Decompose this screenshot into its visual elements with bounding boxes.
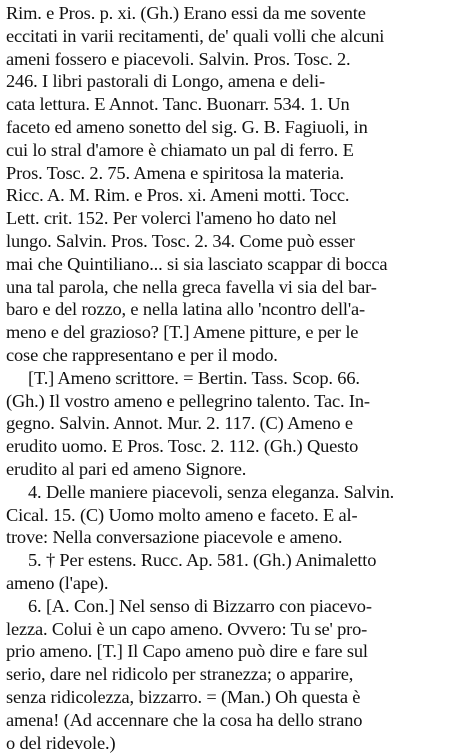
text-line-33: o del ridevole.) bbox=[6, 732, 464, 754]
text-line-11: lungo. Salvin. Pros. Tosc. 2. 34. Come può esser bbox=[6, 230, 464, 253]
text-line-13: una tal parola, che nella greca favella vi sia del bar- bbox=[6, 276, 464, 299]
text-line-31: senza ridicolezza, bizzarro. = (Man.) Oh questa è bbox=[6, 686, 464, 709]
text-line-17: [T.] Ameno scrittore. = Bertin. Tass. Scop. 66. bbox=[6, 367, 464, 390]
text-line-12: mai che Quintiliano... si sia lasciato scappar di bocca bbox=[6, 253, 464, 276]
text-line-1: Rim. e Pros. p. xi. (Gh.) Erano essi da me sovente bbox=[6, 2, 464, 25]
text-line-15: meno e del grazioso? [T.] Amene pitture, e per le bbox=[6, 321, 464, 344]
text-line-22: 4. Delle maniere piacevoli, senza eleganza. Salvin. bbox=[6, 481, 464, 504]
text-line-19: gegno. Salvin. Annot. Mur. 2. 117. (C) Ameno e bbox=[6, 412, 464, 435]
text-line-29: prio ameno. [T.] Il Capo ameno può dire e fare sul bbox=[6, 640, 464, 663]
text-line-5: cata lettura. E Annot. Tanc. Buonarr. 534. 1. Un bbox=[6, 93, 464, 116]
text-line-26: ameno (l'ape). bbox=[6, 572, 464, 595]
text-line-7: cui lo stral d'amore è chiamato un pal di ferro. E bbox=[6, 139, 464, 162]
text-line-21: erudito al pari ed ameno Signore. bbox=[6, 458, 464, 481]
text-line-27: 6. [A. Con.] Nel senso di Bizzarro con piacevo- bbox=[6, 595, 464, 618]
text-line-24: trove: Nella conversazione piacevole e ameno. bbox=[6, 526, 464, 549]
text-line-28: lezza. Colui è un capo ameno. Ovvero: Tu se' pro- bbox=[6, 618, 464, 641]
text-line-2: eccitati in varii recitamenti, de' quali volli che alcuni bbox=[6, 25, 464, 48]
text-line-3: ameni fossero e piacevoli. Salvin. Pros. Tosc. 2. bbox=[6, 48, 464, 71]
text-line-16: cose che rappresentano e per il modo. bbox=[6, 344, 464, 367]
text-line-8: Pros. Tosc. 2. 75. Amena e spiritosa la materia. bbox=[6, 162, 464, 185]
text-line-32: amena! (Ad accennare che la cosa ha dello strano bbox=[6, 709, 464, 732]
text-line-10: Lett. crit. 152. Per volerci l'ameno ho dato nel bbox=[6, 207, 464, 230]
text-line-18: (Gh.) Il vostro ameno e pellegrino talento. Tac. In- bbox=[6, 390, 464, 413]
text-line-20: erudito uomo. E Pros. Tosc. 2. 112. (Gh.) Questo bbox=[6, 435, 464, 458]
text-line-14: baro e del rozzo, e nella latina allo 'ncontro dell'a- bbox=[6, 298, 464, 321]
text-line-4: 246. I libri pastorali di Longo, amena e deli- bbox=[6, 70, 464, 93]
text-line-23: Cical. 15. (C) Uomo molto ameno e faceto. E al- bbox=[6, 504, 464, 527]
text-line-6: faceto ed ameno sonetto del sig. G. B. Fagiuoli, in bbox=[6, 116, 464, 139]
text-line-30: serio, dare nel ridicolo per stranezza; o apparire, bbox=[6, 663, 464, 686]
text-line-25: 5. † Per estens. Rucc. Ap. 581. (Gh.) Animaletto bbox=[6, 549, 464, 572]
text-line-9: Ricc. A. M. Rim. e Pros. xi. Ameni motti. Tocc. bbox=[6, 184, 464, 207]
